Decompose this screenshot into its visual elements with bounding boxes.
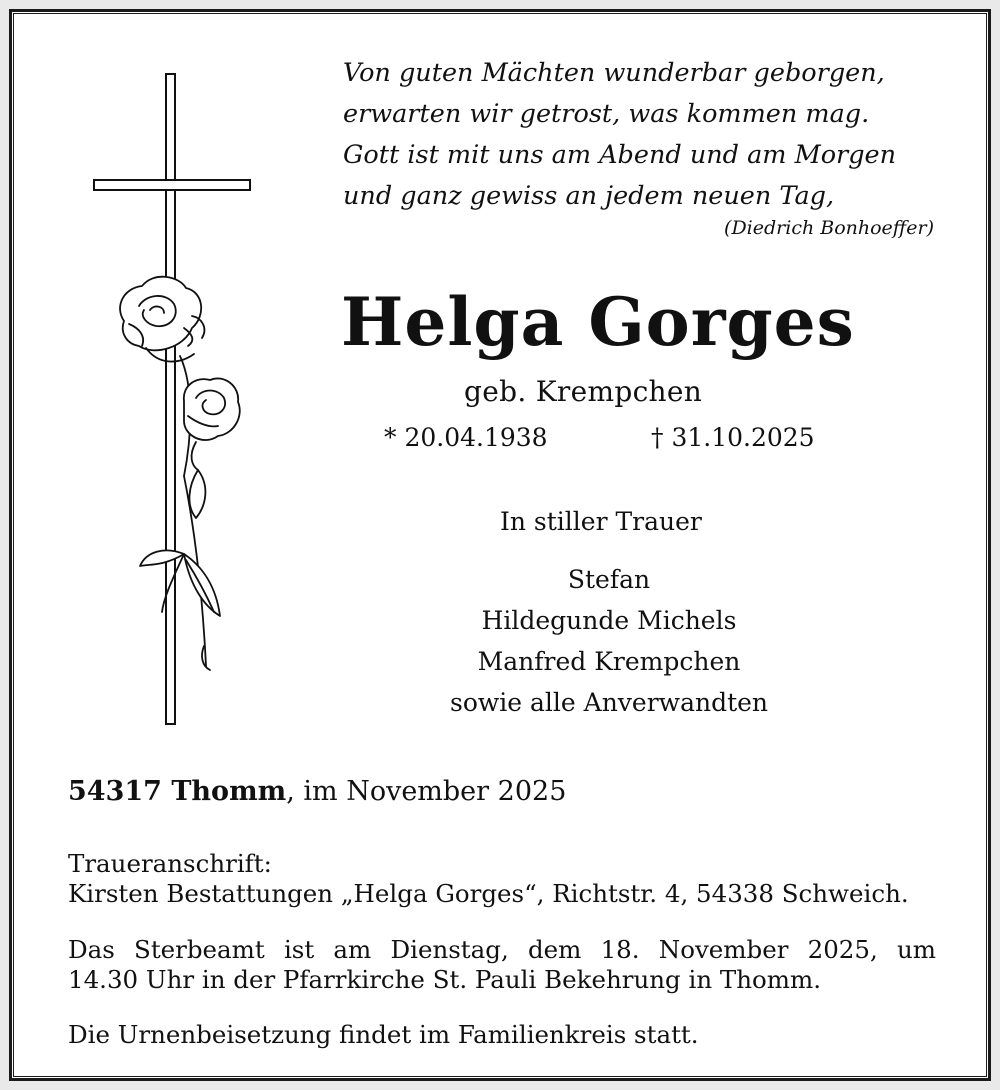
service-block [68, 935, 936, 995]
mourner-name: sowie alle Anverwandten [449, 688, 769, 717]
place-location: 54317 Thomm [68, 776, 287, 807]
address-block [68, 849, 936, 909]
poem-line: Von guten Mächten wunderbar geborgen, [343, 58, 885, 88]
deceased-name: Helga Gorges [341, 283, 855, 361]
obituary-card [13, 13, 987, 1077]
service-line: Das Sterbeamt ist am Dienstag, dem 18. November 2025, um [68, 935, 936, 964]
poem [343, 53, 943, 217]
birth-date: * 20.04.1938 [384, 423, 548, 452]
place-date-text: , im November 2025 [286, 776, 567, 807]
maiden-name: geb. Krempchen [464, 375, 703, 408]
urn-note: Die Urnenbeisetzung findet im Familienkreis statt. [68, 1020, 699, 1049]
place-date [68, 776, 566, 807]
mourner-name: Manfred Krempchen [477, 647, 741, 676]
poem-author: (Diedrich Bonhoeffer) [724, 217, 934, 239]
mourning-intro: In stiller Trauer [500, 507, 702, 536]
mourner-name: Hildegunde Michels [481, 606, 737, 635]
poem-line: erwarten wir getrost, was kommen mag. [343, 99, 870, 129]
death-date: † 31.10.2025 [651, 423, 815, 452]
poem-line: Gott ist mit uns am Abend und am Morgen [343, 140, 897, 170]
service-line: 14.30 Uhr in der Pfarrkirche St. Pauli Bekehrung in Thomm. [68, 965, 822, 994]
cross-with-roses-icon [84, 66, 264, 736]
address-line: Kirsten Bestattungen „Helga Gorges“, Richtstr. 4, 54338 Schweich. [68, 879, 909, 908]
address-label: Traueranschrift: [68, 849, 272, 878]
poem-line: und ganz gewiss an jedem neuen Tag, [343, 181, 835, 211]
mourners-list [436, 559, 782, 723]
mourner-name: Stefan [567, 565, 651, 594]
